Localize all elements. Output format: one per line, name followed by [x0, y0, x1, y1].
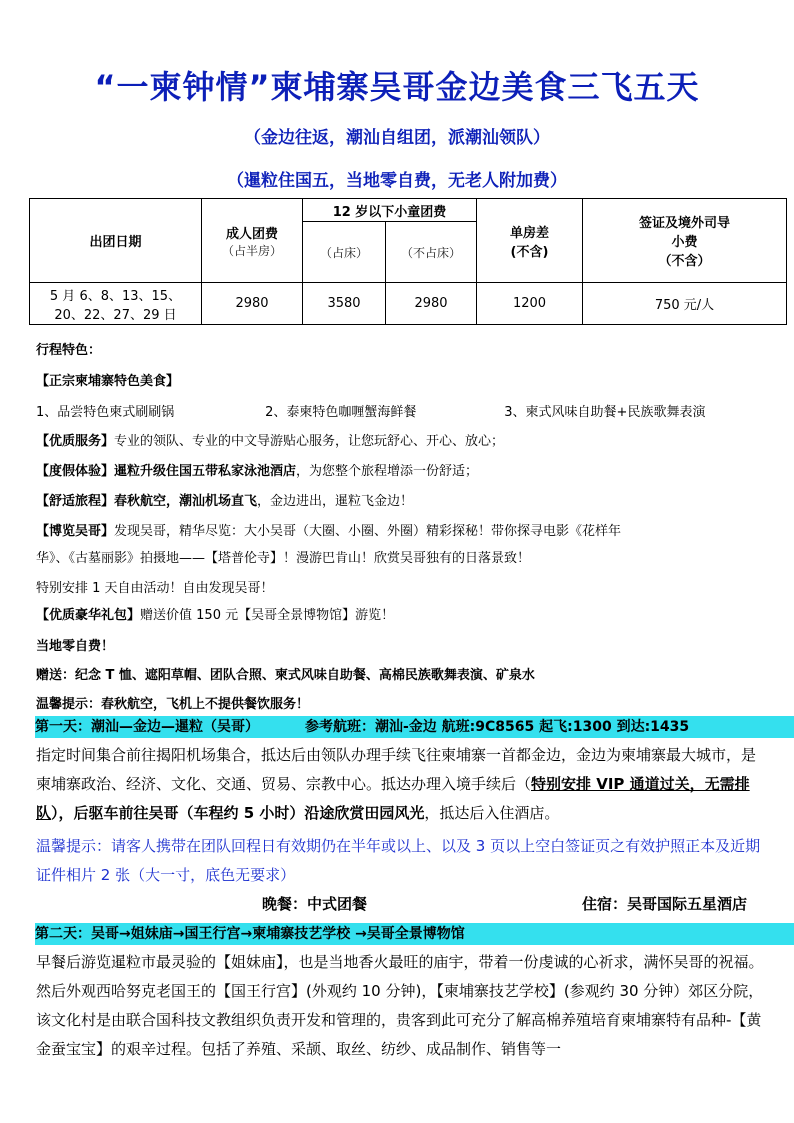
- food-item: 1、品尝特色柬式刷刷锅: [36, 405, 175, 420]
- service-text: 专业的领队、专业的中文导游贴心服务，让您玩舒心、开心、放心；: [114, 434, 505, 449]
- service-line: [36, 430, 504, 449]
- angkor-line2: 华》、《古墓丽影》拍摄地——【塔普伦寺】！漫游巴肯山！欣赏吴哥独有的日落景致！: [36, 551, 531, 566]
- subtitle-hotel: （暹粒住国五，当地零自费，无老人附加费）: [227, 171, 567, 191]
- comfort-text: ，金边进出，暹粒飞金边！: [257, 494, 414, 509]
- day2-title: 第二天：吴哥→姐妹庙→国王行宫→柬埔寨技艺学校 →吴哥全景博物馆: [35, 926, 465, 942]
- day1-text-end: ，抵达后入住酒店。: [424, 804, 560, 822]
- gift-line: [36, 604, 394, 623]
- holiday-text: ，为您整个旅程增添一份舒适；: [296, 464, 479, 479]
- comfort-line: [36, 490, 413, 509]
- cell-departure-dates: [30, 283, 202, 325]
- angkor-label: 【博览吴哥】: [36, 524, 115, 539]
- day1-text: 指定时间集合前往揭阳机场集合，抵达后由领队办理手续飞往柬埔寨一首都金边，金边为柬埔寨最大城市，是柬埔寨政治、经济、文化、交通、贸易、宗教中心。抵达办理入境手续后（: [36, 746, 757, 793]
- header-single-supplement: [477, 199, 583, 283]
- day1-title-band: [35, 716, 794, 738]
- adult-fee-note: （占半房）: [221, 243, 282, 258]
- visa-tips-note: （不含）: [658, 254, 711, 269]
- cell-single-price: 1200: [477, 283, 583, 325]
- day1-warm-tip: 温馨提示：请客人携带在团队回程日有效期仍在半年或以上、以及 3 页以上空白签证页之有效护照正本及近期证件相片 2 张（大一寸，底色无要求）: [36, 837, 761, 884]
- header-adult-fee: [202, 199, 303, 283]
- angkor-line1: [36, 520, 621, 539]
- holiday-line: [36, 460, 478, 479]
- cell-child-nobed-price: 2980: [386, 283, 477, 325]
- subtitle-route: （金边往返，潮汕自组团，派潮汕领队）: [244, 128, 550, 148]
- adult-fee-label: 成人团费: [225, 226, 278, 242]
- header-child-no-bed: （不占床）: [386, 222, 477, 283]
- single-supplement-label: 单房差: [509, 225, 549, 241]
- header-child-with-bed: （占床）: [303, 222, 386, 283]
- day1-description: [36, 741, 766, 828]
- food-item: 3、柬式风味自助餐+民族歌舞表演: [504, 405, 706, 420]
- gifts-line: 赠送：纪念 T 恤、遮阳草帽、团队合照、柬式风味自助餐、高棉民族歌舞表演、矿泉水: [36, 668, 535, 683]
- header-departure-date: 出团日期: [30, 199, 202, 283]
- no-extra-charge: 当地零自费！: [36, 639, 115, 654]
- gift-text: 赠送价值 150 元【吴哥全景博物馆】游览！: [140, 608, 395, 623]
- day1-flight: 参考航班：潮汕-金边 航班:9C8565 起飞:1300 到达:1435: [305, 719, 690, 735]
- cell-adult-price: 2980: [202, 283, 303, 325]
- gift-label: 【优质豪华礼包】: [36, 608, 141, 623]
- features-heading: 行程特色：: [36, 343, 102, 358]
- angkor-text1: 发现吴哥，精华尽览：大小吴哥（大圈、小圈、外圈）精彩探秘！带你探寻电影《花样年: [114, 524, 622, 539]
- service-label: 【优质服务】: [36, 434, 115, 449]
- dates-line2: 20、22、27、29 日: [54, 307, 177, 323]
- day1-title: 第一天：潮汕—金边—暹粒（吴哥）: [35, 719, 259, 735]
- day1-dinner: 晚餐：中式团餐: [262, 895, 368, 913]
- comfort-bold: 春秋航空，潮汕机场直飞: [114, 494, 258, 509]
- day1-hotel: 住宿：吴哥国际五星酒店: [582, 895, 748, 913]
- visa-tips-line1: 签证及境外司导: [638, 216, 730, 231]
- page-title: “一柬钟情”柬埔寨吴哥金边美食三飞五天: [94, 68, 700, 106]
- food-items: [36, 401, 705, 420]
- visa-tips-line2: 小费: [671, 235, 698, 250]
- day2-title-band: [35, 923, 794, 945]
- free-day-line: 特别安排 1 天自由活动！自由发现吴哥！: [36, 581, 274, 596]
- day1-transfer: ），后驱车前往吴哥（车程约 5 小时）沿途欣赏田园风光: [51, 804, 425, 822]
- single-supplement-note: (不含): [510, 244, 549, 260]
- cell-child-bed-price: 3580: [303, 283, 386, 325]
- food-title: 【正宗柬埔寨特色美食】: [36, 374, 180, 389]
- day1-vip-note: 特别安排 VIP 通道过关，无需排队: [36, 775, 750, 822]
- header-child-fee: 12 岁以下小童团费: [303, 199, 477, 222]
- day2-description: 早餐后游览暹粒市最灵验的【姐妹庙】，也是当地香火最旺的庙宇，带着一份虔诚的心祈求，满怀吴哥的祝福。然后外观西哈努克老国王的【国王行宫】(外观约 10 分钟)，【柬埔寨技艺学校】(参观约 30 分钟）郊区分院，该文化村是由联合国科技文教组织负责开发和管理的，贵客到此可充分了解高棉养殖培育柬埔寨特有品种-【黄金蚕宝宝】的艰辛过程。包括了养殖、采颉、取丝、纺纱、成品制作、销售等一: [36, 953, 764, 1058]
- price-table: [29, 198, 787, 325]
- holiday-label: 【度假体验】: [36, 464, 115, 479]
- dates-line1: 5 月 6、8、13、15、: [49, 288, 182, 304]
- cell-visa-price: 750 元/人: [583, 283, 787, 325]
- notice-line: 温馨提示：春秋航空，飞机上不提供餐饮服务！: [36, 697, 310, 712]
- food-item: 2、泰柬特色咖喱蟹海鲜餐: [265, 405, 417, 420]
- holiday-bold: 暹粒升级住国五带私家泳池酒店: [114, 464, 297, 479]
- header-visa-tips: [583, 199, 787, 283]
- comfort-label: 【舒适旅程】: [36, 494, 115, 509]
